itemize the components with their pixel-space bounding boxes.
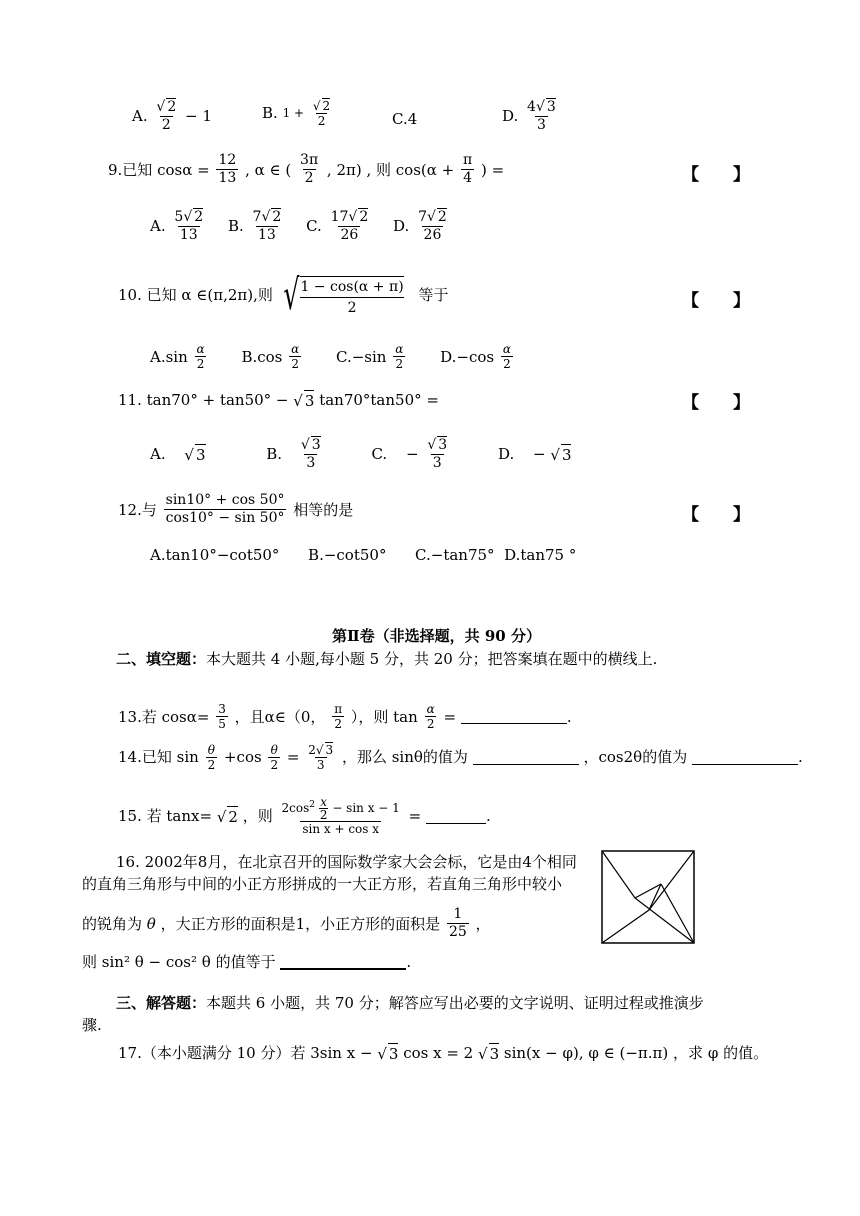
q9-answer-bracket[interactable]: 【】 — [682, 165, 784, 185]
solution-instructions: 三、解答题：本题共 6 小题，共 70 分；解答应写出必要的文字说明、证明过程或推演步 — [116, 994, 704, 1012]
inner-square-edge — [635, 884, 661, 898]
q16-line-2: 的直角三角形与中间的小正方形拼成的一大正方形，若直角三角形中较小 — [82, 875, 563, 893]
triangle-edge-5 — [661, 884, 694, 943]
q14-cos-blank[interactable] — [692, 750, 798, 765]
q8-option-d: D. $\frac{4√ 3}{3}$ — [502, 98, 560, 134]
q14-sin-blank[interactable] — [473, 750, 579, 765]
q9-options: A. $\frac{5√ 2}{13}$ B. $\frac{7√ 2}{13}$ C. $\frac{17√ 2}{26}$ D. $\frac{7√ 2}{26}$ — [150, 208, 451, 244]
triangle-edge-3 — [635, 898, 694, 943]
q10-options: A.sin $\frac{\alpha}{2}$ B.cos $\frac{\alpha}{2}$ C.−sin $\frac{\alpha}{2}$ D.−cos $\frac{\alpha}{2}$ — [150, 342, 511, 371]
q8-option-b: B. 1 + √ $\frac{2}{2}$ — [262, 98, 334, 128]
q12-options: A.tan10°−cot50° B.−cot50° C.−tan75° D.tan75 ° — [150, 546, 577, 564]
q13-answer-blank[interactable] — [461, 709, 567, 724]
q15: 15. 若 tanx= √ 2 ，则 $2\cos^2$ $\frac{x}{2}$ − sin x − 1 sin x + cos x = . — [118, 796, 491, 836]
q16-line-4: 则 sin² θ − cos² θ 的值等于 . — [82, 953, 412, 971]
section-2-title: 第Ⅱ卷（非选择题，共 90 分） — [332, 627, 541, 645]
pinwheel-square-diagram — [601, 850, 695, 944]
q16-line-3: 的锐角为 θ ，大正方形的面积是1，小正方形的面积是 $\frac{1}{25}$ ， — [82, 906, 491, 940]
q16-line-1: 16. 2002年8月，在北京召开的国际数学家大会会标，它是由4个相同 — [116, 853, 577, 871]
q15-answer-blank[interactable] — [426, 809, 486, 824]
triangle-edge-1 — [602, 851, 694, 943]
q16-answer-blank[interactable] — [280, 954, 406, 970]
q12-answer-bracket[interactable]: 【】 — [682, 505, 784, 525]
q14: 14.已知 sin $\frac{\theta}{2}$ +cos $\frac{\theta}{2}$ = $\frac{2√ 3}{3}$ ，那么 sinθ的值为 ，cos2θ的值为 . — [118, 742, 803, 772]
large-square — [602, 851, 694, 943]
q8-option-a: A. √ $\frac{2}{2}$ − 1 — [132, 98, 212, 134]
q9-stem: 9.已知 cosα = $\frac{12}{13}$ , α ∈ ( $\frac{3\pi}{2}$ , 2π) , 则 cos(α + $\frac{\pi}{4}$ ) = — [108, 152, 505, 186]
q11-options: A. √ 3 B. √ $\frac{3}{3}$ C. − √ $\frac{3}{3}$ D. − √ 3 — [150, 436, 571, 472]
q17: 17.（本小题满分 10 分）若 3sin x − √ 3 cos x = 2 √ 3 sin(x − φ), φ ∈ (−π.π) ，求 φ 的值。 — [118, 1042, 768, 1064]
q13: 13.若 cosα= $\frac{3}{5}$ ，且α∈（0， $\frac{\pi}{2}$ ），则 tan $\frac{\alpha}{2}$ = . — [118, 702, 572, 731]
q10-stem: 10. 已知 α ∈(π,2π),则 √ 1 − cos(α + π) 2 等于 — [118, 270, 449, 319]
q12-stem: 12.与 $\frac{\sin 10^\circ + \cos 50^\circ}{\cos 10^\circ - \sin 50^\circ}$ 相等的是 — [118, 492, 354, 526]
q11-answer-bracket[interactable]: 【】 — [682, 393, 784, 413]
q11-stem: 11. tan70° + tan50° − √ 3 tan70°tan50° = — [118, 389, 439, 411]
solution-instructions-cont: 骤. — [82, 1016, 102, 1034]
q8-option-c: C.4 — [392, 110, 418, 128]
fill-in-instructions: 二、填空题：本大题共 4 小题,每小题 5 分，共 20 分；把答案填在题中的横线上. — [116, 650, 658, 668]
triangle-edge-2 — [602, 851, 635, 898]
q10-answer-bracket[interactable]: 【】 — [682, 291, 784, 311]
